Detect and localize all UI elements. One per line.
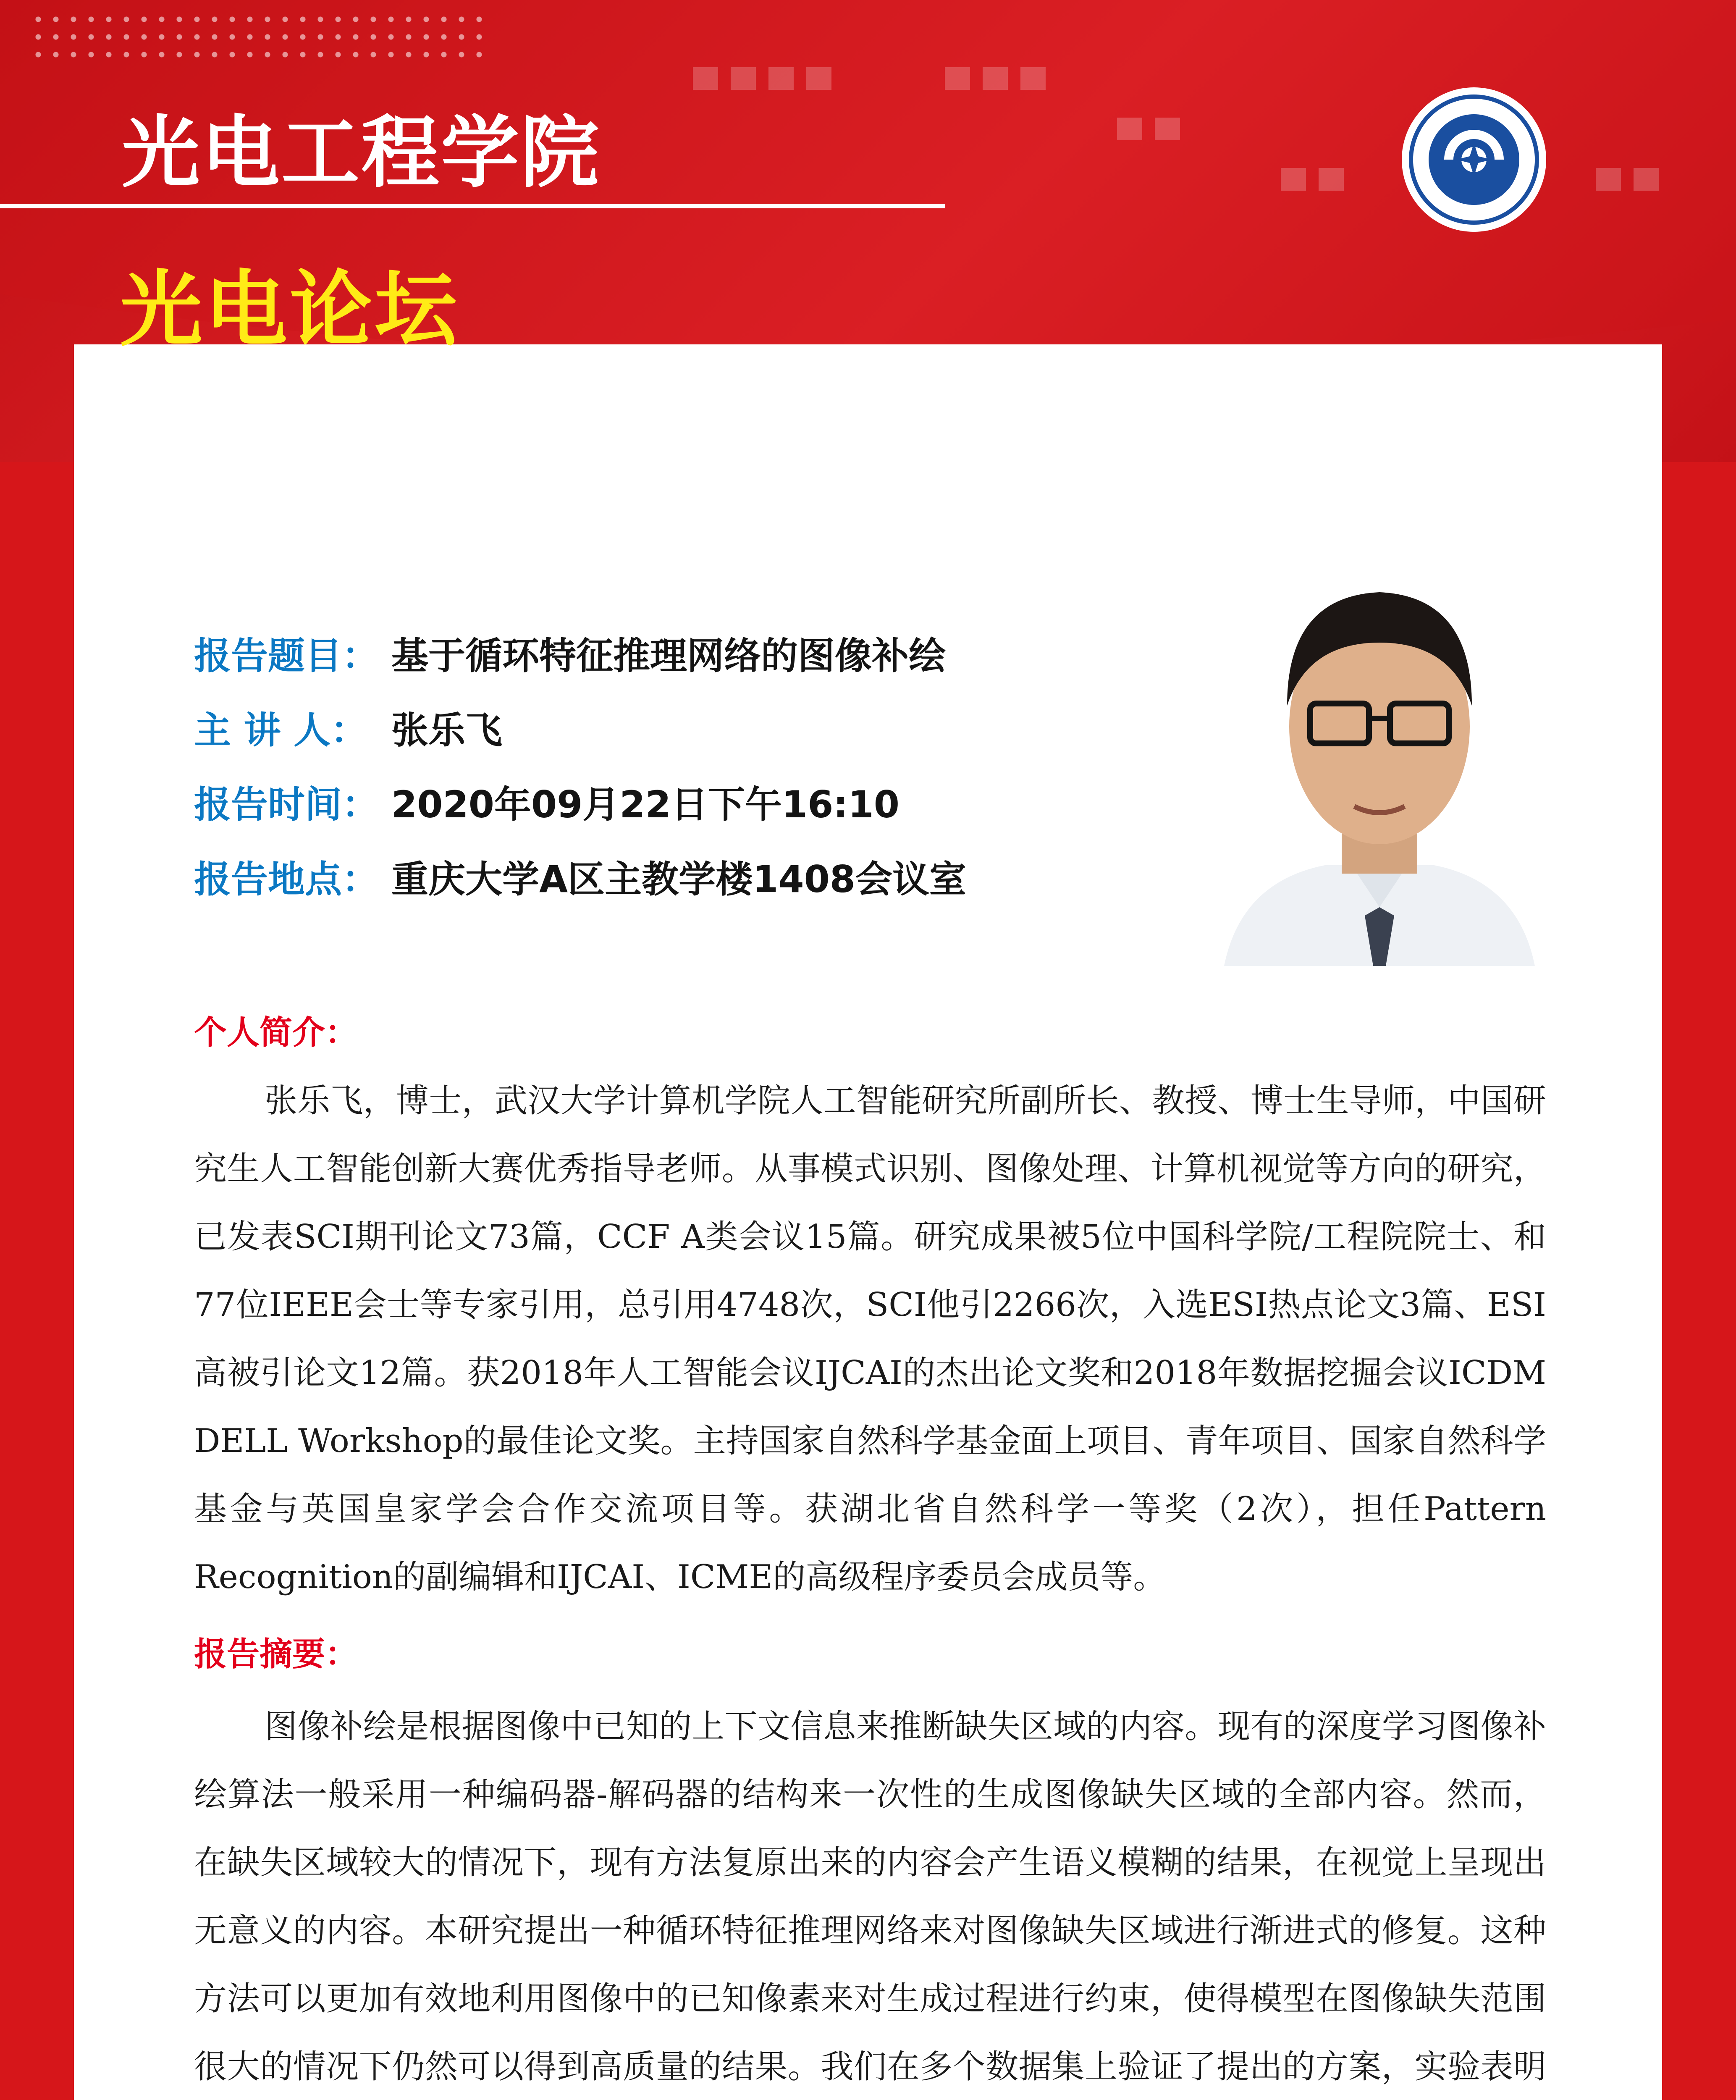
speaker-row: [194, 709, 503, 752]
decor-square: [1634, 168, 1659, 191]
decor-square: [1020, 67, 1046, 90]
time-row: [194, 783, 899, 826]
bio-heading: 个人简介：: [194, 1014, 358, 1052]
title-divider: [0, 204, 945, 208]
decor-square: [1117, 118, 1142, 140]
speaker-portrait: [1216, 546, 1543, 966]
talk-title: 基于循环特征推理网络的图像补绘: [391, 634, 946, 677]
speaker-name: 张乐飞: [391, 709, 503, 752]
place-row: [194, 858, 967, 901]
decor-square: [731, 67, 756, 90]
speaker-label: 主 讲 人：: [194, 709, 368, 752]
decor-square: [768, 67, 794, 90]
decor-square: [1319, 168, 1344, 191]
decor-square: [1596, 168, 1621, 191]
decor-dots: [29, 10, 491, 61]
decor-square: [806, 67, 831, 90]
abstract-heading: 报告摘要：: [194, 1635, 358, 1673]
college-emblem-icon: [1398, 84, 1550, 235]
talk-place: 重庆大学A区主教学楼1408会议室: [391, 858, 967, 901]
time-label: 报告时间：: [194, 783, 379, 826]
decor-square: [1155, 118, 1180, 140]
college-name: 光电工程学院: [122, 106, 601, 198]
decor-square: [1281, 168, 1306, 191]
decor-square: [945, 67, 970, 90]
bio-text: 张乐飞，博士，武汉大学计算机学院人工智能研究所副所长、教授、博士生导师，中国研究生人工智能创新大赛优秀指导老师。从事模式识别、图像处理、计算机视觉等方向的研究，已发表SCI期刊论文73篇，CCF A类会议15篇。研究成果被5位中国科学院/工程院院士、和77位IEEE会士等专家引用，总引用4748次，SCI他引2266次，入选ESI热点论文3篇、ESI高被引论文12篇。获2018年人工智能会议IJCAI的杰出论文奖和2018年数据挖掘会议ICDM DELL Workshop的最佳论文奖。主持国家自然科学基金面上项目、青年项目、国家自然科学基金与英国皇家学会合作交流项目等。获湖北省自然科学一等奖（2次），担任Pattern Recognition的副编辑和IJCAI、ICME的高级程序委员会成员等。: [194, 1082, 1546, 1596]
place-label: 报告地点：: [194, 858, 379, 901]
talk-title-row: [194, 634, 946, 677]
abstract-text: 图像补绘是根据图像中已知的上下文信息来推断缺失区域的内容。现有的深度学习图像补绘算法一般采用一种编码器-解码器的结构来一次性的生成图像缺失区域的全部内容。然而，在缺失区域较大的情况下，现有方法复原出来的内容会产生语义模糊的结果，在视觉上呈现出无意义的内容。本研究提出一种循环特征推理网络来对图像缺失区域进行渐进式的修复。这种方法可以更加有效地利用图像中的已知像素来对生成过程进行约束，使得模型在图像缺失范围很大的情况下仍然可以得到高质量的结果。我们在多个数据集上验证了提出的方案，实验表明: [194, 1708, 1546, 2086]
decor-square: [693, 67, 718, 90]
forum-title: 光电论坛: [120, 261, 460, 358]
talk-time: 2020年09月22日下午16:10: [391, 783, 899, 826]
talk-title-label: 报告题目：: [194, 634, 379, 677]
decor-square: [983, 67, 1008, 90]
